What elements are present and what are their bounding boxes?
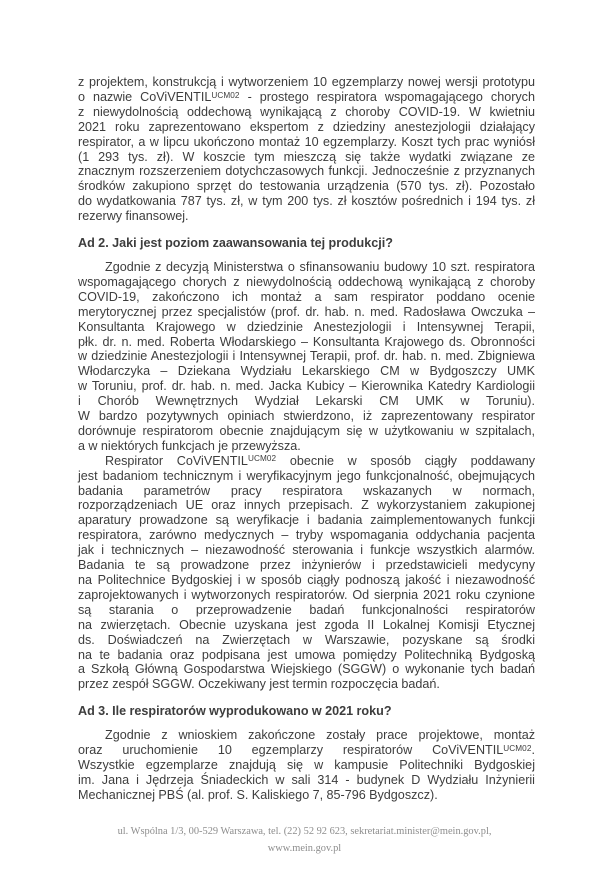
text-line: a w niektórych funkcjach je przewyższa.: [78, 438, 301, 453]
text-line: o nazwie CoViVENTIL$^{UCM02}$ - prostego respiratora wspomagającego chorych: [78, 89, 535, 104]
paragraph: [78, 75, 535, 224]
text-line: (1 293 tys. zł). W koszcie tym mieszczą się także wydatki związane ze: [78, 149, 535, 164]
text-line: przez zespół SGGW. Oczekiwany jest termin rozpoczęcia badań.: [78, 677, 440, 692]
text-line: COVID-19, zakończono ich montaż a sam respirator poddano ocenie: [78, 289, 535, 304]
text-line: płk. dr. n. med. Roberta Włodarskiego – Konsultanta Krajowego ds. Obronności: [78, 334, 535, 349]
text-line: dorównuje respiratorom obecnie znajdującym się w użytkowaniu w szpitalach,: [78, 423, 535, 438]
text-line: jest badaniom technicznym i weryfikacyjnym jego funkcjonalność, obejmujących: [78, 468, 535, 483]
text-line: w Toruniu, prof. dr. hab. n. med. Jacka Kubicy – Kierownika Katedry Kardiologii: [78, 379, 535, 394]
text-line: Zgodnie z decyzją Ministerstwa o sfinansowaniu budowy 10 szt. respiratora: [105, 259, 535, 274]
paragraph: [78, 454, 535, 693]
paragraph: [78, 260, 535, 454]
text-line: do wydatkowania 787 tys. zł, w tym 200 tys. zł kosztów pośrednich i 194 tys. zł: [78, 194, 535, 209]
text-line: Konsultanta Krajowego w dziedzinie Anestezjologii i Intensywnej Terapii,: [78, 319, 535, 334]
text-line: są starania o przeprowadzenie badań funkcjonalności respiratorów: [78, 602, 535, 617]
text-line: merytorycznej przez specjalistów (prof. dr. hab. n. med. Radosława Owczuka –: [78, 304, 535, 319]
text-line: na zwierzętach. Obecnie uzyskana jest zgoda II Lokalnej Komisji Etycznej: [78, 617, 535, 632]
text-line: ds. Doświadczeń na Zwierzętach w Warszawie, pozyskane są środki: [78, 632, 535, 647]
text-line: jak i technicznych – niezawodność sterowania i funkcje wszystkich alarmów.: [78, 543, 535, 558]
text-line: w dziedzinie Anestezjologii i Intensywnej Terapii, prof. dr. hab. n. med. Zbigniewa: [78, 349, 535, 364]
text-line: im. Jana i Jędrzeja Śniadeckich w sali 314 - budynek D Wydziału Inżynierii: [78, 772, 535, 787]
footer-website-line: www.mein.gov.pl: [267, 842, 342, 854]
text-line: środków zakupiono sprzęt do testowania urządzenia (570 tys. zł). Pozostało: [78, 179, 535, 194]
text-line: W bardzo pozytywnych opiniach stwierdzono, iż zaprezentowany respirator: [78, 409, 535, 424]
text-line: rozporządzeniach UE oraz innych przepisach. Z wykorzystaniem zakupionej: [78, 498, 535, 513]
text-line: badania parametrów pracy respiratora wskazanych w normach,: [78, 483, 535, 498]
text-line: na Politechnice Bydgoskiej i w sposób ciągły podnoszą jakość i niezawodność: [78, 573, 535, 587]
text-line: aparatury prowadzone są weryfikacje i badania zaimplementowanych funkcji: [78, 513, 535, 528]
text-line: 2021 roku zaprezentowano ekspertom z dziedziny anestezjologii działający: [78, 119, 535, 134]
text-line: z niewydolnością oddechową wynikającą z choroby COVID-19. W kwietniu: [78, 104, 535, 119]
text-line: a Szkołą Główną Gospodarstwa Wiejskiego (SGGW) o wykonanie tych badań: [78, 662, 535, 677]
paragraph: [78, 728, 535, 803]
superscript-model-code: UCM02: [503, 743, 532, 753]
text-line: na te badania oraz podpisana jest umowa pomiędzy Politechniką Bydgoską: [78, 647, 535, 662]
section-heading: Ad 2. Jaki jest poziom zaawansowania tej produkcji?: [78, 236, 393, 251]
superscript-model-code: UCM02: [247, 454, 277, 464]
text-line: Badania te są prowadzone przez inżynierów i przedstawicieli medycyny: [78, 558, 535, 573]
text-line: znacznym rozszerzeniem dotychczasowych funkcji. Jednocześnie z przyznanych: [78, 164, 535, 179]
text-line: Mechanicznej PBŚ (al. prof. S. Kaliskiego 7, 85-796 Bydgoszcz).: [78, 787, 438, 802]
text-line: i Chorób Wewnętrznych Wydział Lekarski CM UMK w Toruniu).: [78, 394, 535, 409]
superscript-model-code: UCM02: [211, 90, 240, 100]
page-footer: [0, 824, 609, 857]
text-line: z projektem, konstrukcją i wytworzeniem 10 egzemplarzy nowej wersji prototypu: [78, 75, 535, 89]
text-line: wspomagającego chorych z niewydolnością oddechową wynikającą z choroby: [78, 274, 535, 289]
footer-address-line: ul. Wspólna 1/3, 00-529 Warszawa, tel. (22) 52 92 623, sekretariat.minister@mein.gov.pl,: [117, 826, 492, 837]
text-line: rezerwy finansowej.: [78, 209, 189, 224]
text-line: zaprojektowanych i wytworzonych respiratorów. Od sierpnia 2021 roku czynione: [78, 587, 535, 602]
text-line: Zgodnie z wnioskiem zakończone zostały prace projektowe, montaż: [105, 728, 535, 743]
text-line: respiratora, zarówno medycznych – tryby wspomagania oddychania pacjenta: [78, 528, 535, 543]
text-line: Włodarczyka – Dziekana Wydziału Lekarskiego CM w Bydgoszczy UMK: [78, 364, 535, 379]
text-line: oraz uruchomienie 10 egzemplarzy respiratorów CoViVENTIL$^{UCM02}$.: [78, 743, 535, 758]
section-heading: Ad 3. Ile respiratorów wyprodukowano w 2021 roku?: [78, 704, 392, 719]
document-body: [78, 75, 535, 803]
text-line: respirator, a w lipcu ukończono montaż 10 egzemplarzy. Koszt tych prac wyniósł: [78, 134, 535, 149]
text-line: Respirator CoViVENTIL$^{UCM02}$ obecnie w sposób ciągły poddawany: [105, 453, 536, 468]
text-line: Wszystkie egzemplarze znajdują się w kampusie Politechniki Bydgoskiej: [78, 757, 535, 772]
